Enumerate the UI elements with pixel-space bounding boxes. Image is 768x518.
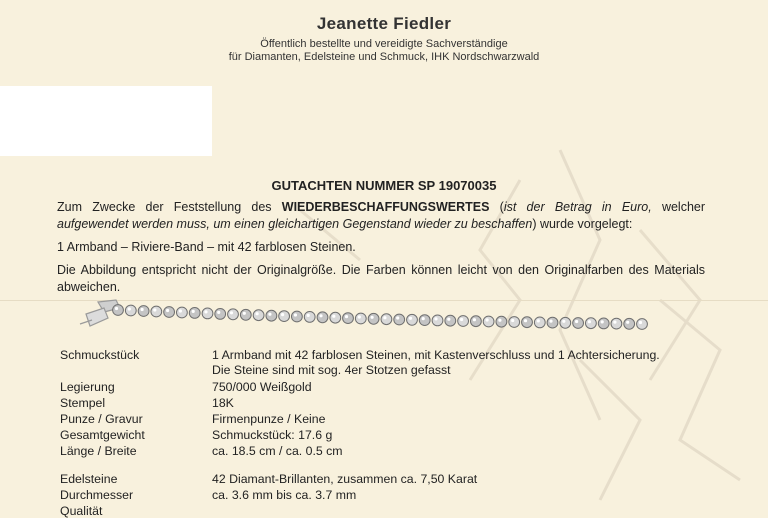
bracelet-stone <box>304 312 315 323</box>
bracelet-stone <box>598 318 609 329</box>
stone-highlight <box>307 314 310 317</box>
bracelet-stone <box>177 307 188 318</box>
intro-italic-2: aufgewendet werden muss, um einen gleichartigen Gegenstand wieder zu beschaffen <box>57 217 533 231</box>
intro-text-4: ) wurde vorgelegt: <box>532 217 633 231</box>
spec-value: ca. 18.5 cm / ca. 0.5 cm <box>212 444 343 458</box>
bracelet-stone <box>215 309 226 320</box>
bracelet-stone <box>522 317 533 328</box>
spec-label: Edelsteine <box>60 472 118 486</box>
stone-highlight <box>281 313 284 316</box>
bracelet-stone <box>624 318 635 329</box>
spec-label: Durchmesser <box>60 488 134 502</box>
spec-value-continued: Die Steine sind mit sog. 4er Stotzen gefasst <box>212 363 451 377</box>
stone-highlight <box>383 316 386 319</box>
stone-highlight <box>128 307 131 310</box>
stone-highlight <box>639 321 642 324</box>
bracelet-stone <box>560 317 571 328</box>
bracelet-stone <box>586 318 597 329</box>
bracelet-stone <box>317 312 328 323</box>
stone-highlight <box>204 310 207 313</box>
bracelet-stone <box>496 316 507 327</box>
stone-highlight <box>153 308 156 311</box>
stone-highlight <box>473 318 476 321</box>
stone-highlight <box>192 310 195 313</box>
bracelet-stone <box>343 313 354 324</box>
intro-text-1: Zum Zwecke der Feststellung des <box>57 200 282 214</box>
bracelet-stone <box>432 315 443 326</box>
stone-highlight <box>332 315 335 318</box>
bracelet-stone <box>534 317 545 328</box>
stone-highlight <box>115 307 118 310</box>
bracelet-stone <box>407 314 418 325</box>
expert-name: Jeanette Fiedler <box>316 14 452 33</box>
spec-value: Firmenpunze / Keine <box>212 412 326 426</box>
spec-value: Schmuckstück: 17.6 g <box>212 428 333 442</box>
intro-paragraph <box>57 199 705 233</box>
stone-highlight <box>511 319 514 322</box>
bracelet-stone <box>419 315 430 326</box>
bracelet-stone <box>253 310 264 321</box>
intro-bold-term: WIEDERBESCHAFFUNGSWERTES <box>281 200 490 214</box>
stone-highlight <box>256 312 259 315</box>
stone-highlight <box>358 315 361 318</box>
stone-highlight <box>498 319 501 322</box>
stone-highlight <box>588 320 591 323</box>
bracelet-stone <box>292 311 303 322</box>
bracelet-stone <box>202 308 213 319</box>
spec-label: Stempel <box>60 396 106 410</box>
stone-highlight <box>460 318 463 321</box>
stone-highlight <box>294 313 297 316</box>
bracelet-stone <box>381 314 392 325</box>
stone-highlight <box>434 317 437 320</box>
stone-highlight <box>626 321 629 324</box>
bracelet-stone <box>611 318 622 329</box>
image-note: Die Abbildung entspricht nicht der Originalgröße. Die Farben können leicht von den Originalfarben des Materials abweichen. <box>57 263 705 294</box>
stone-highlight <box>230 311 233 314</box>
intro-text-3: welcher <box>651 200 706 214</box>
expert-title-line: Öffentlich bestellte und vereidigte Sachverständige <box>260 38 508 50</box>
bracelet-stone <box>637 319 648 330</box>
stone-highlight <box>575 320 578 323</box>
bracelet-stone <box>368 313 379 324</box>
bracelet-stone <box>164 307 175 318</box>
bracelet-stone <box>151 306 162 317</box>
bracelet-stone <box>509 317 520 328</box>
bracelet-photo <box>70 296 660 340</box>
bracelet-stone <box>113 305 124 316</box>
stone-highlight <box>613 321 616 324</box>
bracelet-stone <box>471 316 482 327</box>
stone-highlight <box>486 318 489 321</box>
stone-highlight <box>319 314 322 317</box>
spec-label: Schmuckstück <box>60 348 140 362</box>
spec-label: Qualität <box>60 504 103 518</box>
spec-value: 18K <box>212 396 234 410</box>
bracelet-stone <box>266 310 277 321</box>
stone-highlight <box>268 313 271 316</box>
spec-label: Gesamtgewicht <box>60 428 145 442</box>
bracelet-stone <box>228 309 239 320</box>
spec-label: Länge / Breite <box>60 444 137 458</box>
bracelet-stone <box>279 311 290 322</box>
bracelet-stone <box>483 316 494 327</box>
intro-text-2: ( <box>489 200 504 214</box>
stone-highlight <box>396 316 399 319</box>
document-title: GUTACHTEN NUMMER SP 19070035 <box>271 178 497 193</box>
bracelet-stone <box>240 309 251 320</box>
stone-highlight <box>179 309 182 312</box>
stone-highlight <box>243 312 246 315</box>
stone-highlight <box>549 320 552 323</box>
stone-highlight <box>409 317 412 320</box>
bracelet-stone <box>394 314 405 325</box>
redacted-address-block <box>0 86 212 156</box>
stone-highlight <box>422 317 425 320</box>
stone-highlight <box>166 309 169 312</box>
spec-value: ca. 3.6 mm bis ca. 3.7 mm <box>212 488 357 502</box>
bracelet-stone <box>355 313 366 324</box>
stone-highlight <box>447 318 450 321</box>
spec-label: Punze / Gravur <box>60 412 143 426</box>
bracelet-stone <box>547 317 558 328</box>
stone-highlight <box>601 320 604 323</box>
bracelet-stone <box>330 312 341 323</box>
bracelet-stone <box>445 315 456 326</box>
intro-italic-1: ist der Betrag in Euro, <box>503 200 652 214</box>
expert-specialty-line: für Diamanten, Edelsteine und Schmuck, IHK Nordschwarzwald <box>228 51 540 63</box>
stone-highlight <box>524 319 527 322</box>
stone-highlight <box>141 308 144 311</box>
bracelet-stone <box>573 318 584 329</box>
bracelet-stone <box>458 316 469 327</box>
stone-highlight <box>217 311 220 314</box>
stone-highlight <box>562 320 565 323</box>
item-line: 1 Armband – Riviere-Band – mit 42 farblosen Steinen. <box>57 240 356 254</box>
bracelet-stone <box>125 305 136 316</box>
bracelet-stone <box>138 306 149 317</box>
stone-highlight <box>371 316 374 319</box>
spec-value: 42 Diamant-Brillanten, zusammen ca. 7,50 Karat <box>212 472 478 486</box>
bracelet-stone <box>189 308 200 319</box>
spec-label: Legierung <box>60 380 115 394</box>
spec-value: 750/000 Weißgold <box>212 380 312 394</box>
stone-highlight <box>537 319 540 322</box>
spec-value: 1 Armband mit 42 farblosen Steinen, mit Kastenverschluss und 1 Achtersicherung. <box>212 348 660 362</box>
bracelet-stones <box>113 305 648 330</box>
stone-highlight <box>345 315 348 318</box>
